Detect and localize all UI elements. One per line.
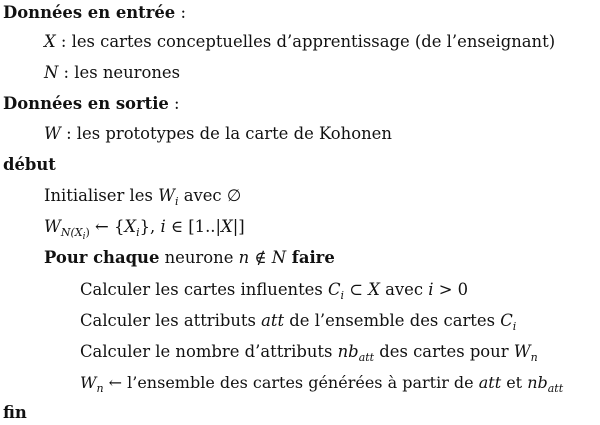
- loop-step-1-v2: X: [368, 280, 380, 299]
- assign-sub-pre: N(X: [60, 226, 83, 239]
- step-initialize-text: Initialiser les: [44, 186, 159, 205]
- loop-step-4-v1: att: [478, 373, 502, 392]
- loop-step-1-tail: > 0: [433, 280, 469, 299]
- loop-do: faire: [286, 248, 335, 267]
- loop-step-4-v0: W: [80, 373, 97, 392]
- loop-middle: neurone: [159, 248, 239, 267]
- assign-set-close: },: [139, 217, 161, 236]
- output-var-w: W: [44, 124, 61, 143]
- begin-keyword-line: [3, 155, 56, 175]
- input-var-x: X: [44, 32, 56, 51]
- assign-index: i: [160, 217, 166, 236]
- loop-step-1-op: ⊂: [344, 280, 369, 299]
- loop-step-3-v2: W: [513, 342, 531, 361]
- step-assign: [44, 217, 245, 242]
- loop-step-attributes: [80, 311, 516, 331]
- loop-step-generated-maps: [80, 373, 563, 393]
- loop-step-4-mid: et: [501, 373, 528, 392]
- loop-step-attribute-count: [80, 342, 538, 362]
- input-var-n: N: [44, 63, 59, 82]
- assign-sub-post: ): [85, 226, 90, 239]
- output-desc-w: : les prototypes de la carte de Kohonen: [60, 124, 392, 143]
- loop-step-4-v2sub: att: [547, 382, 564, 395]
- loop-step-3-text: Calculer le nombre d’attributs: [80, 342, 338, 361]
- loop-step-2-v2: C: [500, 311, 513, 330]
- loop-step-2-v1: att: [261, 311, 285, 330]
- loop-step-3-mid: des cartes pour: [374, 342, 514, 361]
- assign-sub: [60, 226, 90, 242]
- loop-header: [44, 248, 335, 268]
- loop-for-each: Pour chaque: [44, 248, 160, 267]
- loop-step-1-v3: i: [428, 280, 434, 299]
- loop-step-1-v1sub: i: [340, 289, 345, 302]
- step-initialize-var: W: [158, 186, 175, 205]
- output-heading: Données en sortie: [3, 94, 169, 113]
- assign-var: W: [44, 217, 61, 236]
- loop-step-1-text: Calculer les cartes influentes: [80, 280, 328, 299]
- output-heading-line: [3, 94, 180, 114]
- loop-step-3-v2sub: n: [530, 351, 538, 364]
- output-heading-colon: :: [168, 94, 180, 113]
- loop-var: n: [238, 248, 250, 267]
- assign-set-var: X: [124, 217, 137, 236]
- input-desc-x: : les cartes conceptuelles d’apprentissage (de l’enseignant): [55, 32, 556, 51]
- assign-range: ∈ [1..|: [165, 217, 222, 236]
- input-desc-n: : les neurones: [58, 63, 181, 82]
- output-item-w: [44, 124, 392, 144]
- loop-step-2-text: Calculer les attributs: [80, 311, 262, 330]
- input-heading-line: [3, 3, 186, 23]
- input-heading-colon: :: [175, 3, 186, 22]
- assign-set-sub: i: [136, 226, 140, 239]
- loop-step-influent-maps: [80, 280, 468, 300]
- loop-step-2-mid: de l’ensemble des cartes: [284, 311, 501, 330]
- loop-step-4-v0sub: n: [96, 382, 104, 395]
- loop-step-3-v1: nb: [337, 342, 359, 361]
- assign-subsub: i: [82, 232, 86, 242]
- step-initialize-tail: avec ∅: [178, 186, 242, 205]
- loop-cond: ∉: [249, 248, 272, 267]
- loop-step-1-v1: C: [328, 280, 341, 299]
- assign-range-close: |]: [232, 217, 245, 236]
- step-initialize: [44, 186, 241, 206]
- loop-step-1-mid: avec: [379, 280, 429, 299]
- input-item-x: [44, 32, 555, 52]
- assign-arrow: ← {: [89, 217, 125, 236]
- begin-keyword: début: [3, 155, 56, 174]
- end-keyword-line: [3, 403, 27, 423]
- loop-step-4-text: ← l’ensemble des cartes générées à partir de: [103, 373, 479, 392]
- assign-range-var: X: [221, 217, 233, 236]
- loop-step-3-v1sub: att: [358, 351, 375, 364]
- end-keyword: fin: [3, 403, 27, 422]
- loop-step-2-v2sub: i: [512, 320, 517, 333]
- step-initialize-sub: i: [174, 195, 179, 208]
- loop-step-4-v2: nb: [527, 373, 548, 392]
- loop-cond-var: N: [271, 248, 287, 267]
- input-heading: Données en entrée: [3, 3, 176, 22]
- input-item-n: [44, 63, 180, 83]
